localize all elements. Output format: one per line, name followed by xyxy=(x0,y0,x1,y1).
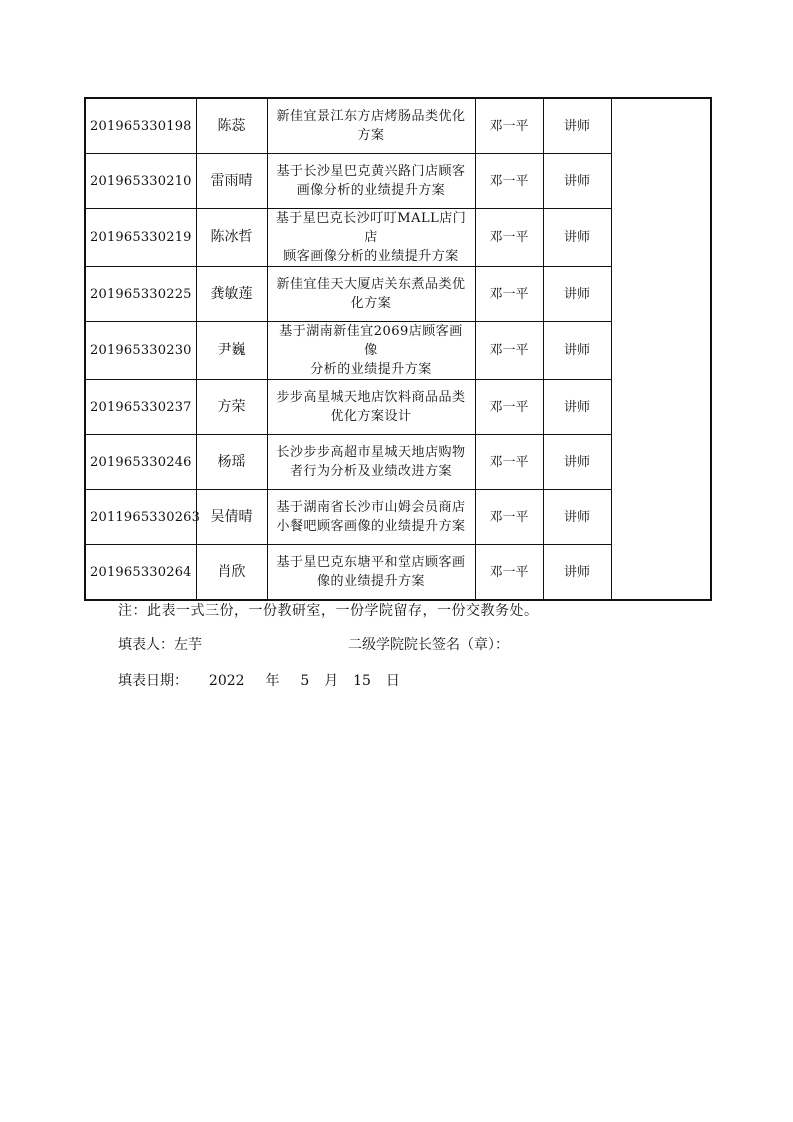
advisor-cell: 邓一平 xyxy=(475,154,543,209)
advisor-title-cell: 讲师 xyxy=(543,545,611,601)
thesis-topic-line: 基于湖南省长沙市山姆会员商店 xyxy=(276,500,466,515)
thesis-topic-line: 新佳宜景江东方店烤肠品类优化 xyxy=(276,109,466,124)
advisor-cell: 邓一平 xyxy=(475,380,543,435)
advisor-title-cell: 讲师 xyxy=(543,490,611,545)
advisor-cell: 邓一平 xyxy=(475,209,543,267)
date-day: 15 xyxy=(353,673,371,689)
advisor-cell: 邓一平 xyxy=(475,545,543,601)
date-year-unit: 年 xyxy=(265,673,280,689)
table-row xyxy=(85,98,711,154)
thesis-roster-table xyxy=(84,97,712,601)
thesis-topic-line: 步步高星城天地店饮料商品品类 xyxy=(276,390,466,405)
dean-signature-label: 二级学院院长签名（章）： xyxy=(348,637,509,653)
student-name-cell: 龚敏莲 xyxy=(196,267,267,322)
student-name-cell: 陈蕊 xyxy=(196,98,267,154)
student-name-cell: 杨瑶 xyxy=(196,435,267,490)
advisor-title-cell: 讲师 xyxy=(543,322,611,380)
thesis-topic-cell xyxy=(267,154,475,209)
thesis-topic-cell xyxy=(267,490,475,545)
date-year: 2022 xyxy=(208,673,245,689)
student-id-cell: 201965330210 xyxy=(85,154,196,209)
student-name-cell: 吴倩晴 xyxy=(196,490,267,545)
thesis-topic-line: 基于湖南新佳宜2069店顾客画像 xyxy=(279,324,463,358)
thesis-topic-cell xyxy=(267,380,475,435)
advisor-title-cell: 讲师 xyxy=(543,380,611,435)
thesis-topic-cell xyxy=(267,322,475,380)
thesis-topic-cell xyxy=(267,435,475,490)
student-id-cell: 201965330198 xyxy=(85,98,196,154)
student-id-cell: 201965330225 xyxy=(85,267,196,322)
roster-sheet xyxy=(84,97,710,601)
fill-date xyxy=(118,670,718,692)
student-id-cell: 201965330264 xyxy=(85,545,196,601)
student-id-cell: 2011965330263 xyxy=(85,490,196,545)
thesis-topic-line: 长沙步步高超市星城天地店购物 xyxy=(276,445,466,460)
advisor-title-cell: 讲师 xyxy=(543,154,611,209)
advisor-cell: 邓一平 xyxy=(475,267,543,322)
thesis-topic-line: 基于星巴克东塘平和堂店顾客画 xyxy=(276,555,466,570)
thesis-topic-line: 优化方案设计 xyxy=(330,409,412,424)
advisor-cell: 邓一平 xyxy=(475,322,543,380)
thesis-topic-line: 基于星巴克长沙叮叮MALL店门店 xyxy=(275,211,467,245)
thesis-topic-line: 像的业绩提升方案 xyxy=(316,574,425,589)
form-footer xyxy=(118,600,718,692)
signature-row xyxy=(118,634,718,656)
student-name-cell: 尹巍 xyxy=(196,322,267,380)
advisor-cell: 邓一平 xyxy=(475,98,543,154)
thesis-topic-line: 顾客画像分析的业绩提升方案 xyxy=(283,249,459,264)
date-day-unit: 日 xyxy=(385,673,400,689)
advisor-title-cell: 讲师 xyxy=(543,98,611,154)
thesis-topic-cell xyxy=(267,545,475,601)
thesis-topic-line: 小餐吧顾客画像的业绩提升方案 xyxy=(276,519,466,534)
advisor-title-cell: 讲师 xyxy=(543,267,611,322)
student-id-cell: 201965330230 xyxy=(85,322,196,380)
student-name-cell: 陈冰哲 xyxy=(196,209,267,267)
student-name-cell: 肖欣 xyxy=(196,545,267,601)
remarks-cell xyxy=(611,98,711,600)
student-name-cell: 雷雨晴 xyxy=(196,154,267,209)
table-body xyxy=(85,98,711,600)
advisor-title-cell: 讲师 xyxy=(543,435,611,490)
thesis-topic-cell xyxy=(267,267,475,322)
copies-note: 注：此表一式三份，一份教研室，一份学院留存，一份交教务处。 xyxy=(118,603,539,619)
thesis-topic-line: 者行为分析及业绩改进方案 xyxy=(289,464,452,479)
thesis-topic-cell xyxy=(267,209,475,267)
date-label: 填表日期： xyxy=(118,673,188,689)
thesis-topic-line: 化方案 xyxy=(350,296,392,311)
date-month: 5 xyxy=(300,673,310,689)
thesis-topic-line: 分析的业绩提升方案 xyxy=(310,362,432,377)
advisor-cell: 邓一平 xyxy=(475,490,543,545)
advisor-title-cell: 讲师 xyxy=(543,209,611,267)
student-name-cell: 方荣 xyxy=(196,380,267,435)
thesis-topic-line: 基于长沙星巴克黄兴路门店顾客 xyxy=(276,164,466,179)
date-month-unit: 月 xyxy=(324,673,339,689)
thesis-topic-line: 新佳宜佳天大厦店关东煮品类优 xyxy=(276,277,466,292)
student-id-cell: 201965330219 xyxy=(85,209,196,267)
student-id-cell: 201965330237 xyxy=(85,380,196,435)
thesis-topic-cell xyxy=(267,98,475,154)
advisor-cell: 邓一平 xyxy=(475,435,543,490)
thesis-topic-line: 方案 xyxy=(357,128,385,143)
filler-label: 填表人：左芋 xyxy=(118,637,202,653)
student-id-cell: 201965330246 xyxy=(85,435,196,490)
thesis-topic-line: 画像分析的业绩提升方案 xyxy=(296,183,446,198)
